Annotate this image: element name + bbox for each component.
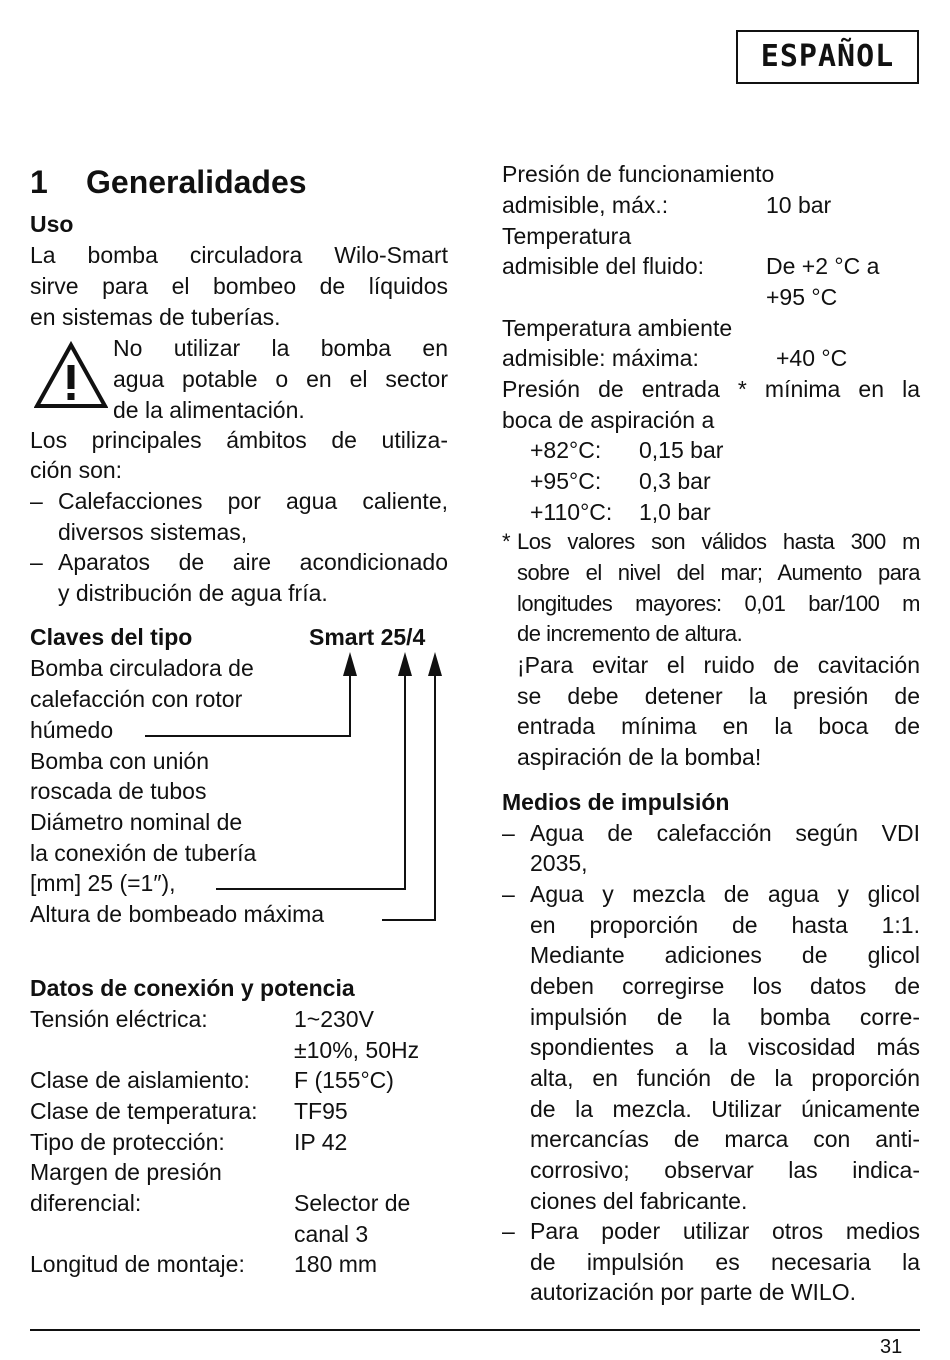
areas-intro: ción son:: [30, 457, 123, 483]
pressure-value: +40 °C: [776, 345, 848, 371]
conn-value: ±10%, 50Hz: [294, 1037, 420, 1063]
cavitation-line: ¡Para evitar el ruido de cavitación: [517, 652, 920, 678]
pressure-line: Presión de funcionamiento: [502, 161, 775, 187]
pressure-value: De +2 °C a: [766, 253, 880, 279]
bullet-line: y distribución de agua fría.: [58, 580, 328, 606]
page-number: 31: [880, 1336, 903, 1358]
media-line: deben corregirse los datos de: [530, 973, 920, 999]
uso-line: sirve para el bombeo de líquidos: [30, 273, 448, 299]
type-key-line: húmedo: [30, 717, 114, 743]
type-key-line: calefacción con rotor: [30, 686, 243, 712]
bullet-line: diversos sistemas,: [58, 519, 248, 545]
bullet-line: Calefacciones por agua caliente,: [58, 488, 448, 514]
type-key-line: Bomba circuladora de: [30, 655, 254, 681]
section-number: 1: [30, 164, 48, 200]
arrow-up-icon: [398, 652, 412, 676]
conn-label: Tipo de protección:: [30, 1129, 225, 1155]
pressure-label: admisible del fluido:: [502, 253, 705, 279]
media-line: de la mezcla. Utilizar únicamente: [530, 1096, 920, 1122]
conn-value: Selector de: [294, 1190, 411, 1216]
media-line: de impulsión es necesaria la: [530, 1249, 920, 1275]
type-key-line: Altura de bombeado máxima: [30, 901, 325, 927]
footnote-line: de incremento de altura.: [517, 621, 743, 646]
language-label: ESPAÑOL: [736, 30, 919, 84]
leader-line-head: [382, 672, 435, 920]
media-line: mercancías de marca con anti-: [530, 1126, 920, 1152]
cavitation-line: se debe detener la presión de: [517, 683, 920, 709]
leader-line-series: [145, 672, 350, 736]
pressure-label: admisible, máx.:: [502, 192, 669, 218]
inlet-value: 1,0 bar: [639, 499, 711, 525]
pressure-value: +95 °C: [766, 284, 838, 310]
bullet-dash: –: [502, 820, 515, 846]
conn-value: 180 mm: [294, 1251, 378, 1277]
inlet-temp: +95°C:: [530, 468, 602, 494]
type-key-line: Diámetro nominal de: [30, 809, 243, 835]
uso-line: La bomba circuladora Wilo-Smart: [30, 242, 448, 268]
inlet-value: 0,15 bar: [639, 437, 724, 463]
media-line: corrosivo; observar las indica-: [530, 1157, 920, 1183]
media-line: 2035,: [530, 850, 588, 876]
bullet-dash: –: [502, 1218, 515, 1244]
footer-rule: [30, 1329, 920, 1331]
media-line: spondientes a la viscosidad más: [530, 1034, 920, 1060]
type-keys-heading: Claves del tipo: [30, 624, 193, 650]
bullet-line: Aparatos de aire acondicionado: [58, 549, 448, 575]
leader-line-diameter: [216, 672, 405, 889]
conn-value: F (155°C): [294, 1067, 394, 1093]
media-line: en proporción de hasta 1:1.: [530, 912, 920, 938]
warning-line: No utilizar la bomba en: [113, 335, 448, 361]
pressure-line: Presión de entrada * mínima en la: [502, 376, 920, 402]
pressure-line: Temperatura: [502, 223, 632, 249]
pressure-value: 10 bar: [766, 192, 832, 218]
pressure-label: admisible: máxima:: [502, 345, 699, 371]
conn-label: Margen de presión: [30, 1159, 222, 1185]
footnote-line: sobre el nivel del mar; Aumento para: [517, 560, 920, 585]
uso-line: en sistemas de tuberías.: [30, 304, 281, 330]
media-line: Agua de calefacción según VDI: [530, 820, 920, 846]
media-heading: Medios de impulsión: [502, 789, 730, 815]
cavitation-line: aspiración de la bomba!: [517, 744, 762, 770]
media-line: impulsión de la bomba corre-: [530, 1004, 920, 1030]
media-line: Agua y mezcla de agua y glicol: [530, 881, 920, 907]
conn-label: Longitud de montaje:: [30, 1251, 245, 1277]
uso-heading: Uso: [30, 211, 74, 237]
inlet-temp: +82°C:: [530, 437, 602, 463]
pressure-line: boca de aspiración a: [502, 407, 715, 433]
type-key-line: Bomba con unión: [30, 748, 210, 774]
media-line: ciones del fabricante.: [530, 1188, 748, 1214]
type-key-line: roscada de tubos: [30, 778, 207, 804]
conn-label: Tensión eléctrica:: [30, 1006, 208, 1032]
inlet-temp: +110°C:: [530, 499, 613, 525]
media-line: Mediante adiciones de glicol: [530, 942, 920, 968]
conn-label: Clase de temperatura:: [30, 1098, 258, 1124]
pressure-line: Temperatura ambiente: [502, 315, 733, 341]
arrow-up-icon: [343, 652, 357, 676]
conn-label: Clase de aislamiento:: [30, 1067, 250, 1093]
areas-intro: Los principales ámbitos de utiliza-: [30, 427, 448, 453]
conn-value: canal 3: [294, 1221, 369, 1247]
conn-label: diferencial:: [30, 1190, 142, 1216]
footnote-mark: *: [502, 529, 511, 554]
footnote-line: longitudes mayores: 0,01 bar/100 m: [517, 591, 920, 616]
conn-value: IP 42: [294, 1129, 348, 1155]
type-key-line: la conexión de tubería: [30, 840, 257, 866]
connection-heading: Datos de conexión y potencia: [30, 975, 355, 1001]
conn-value: 1~230V: [294, 1006, 374, 1032]
type-key-line: [mm] 25 (=1″),: [30, 870, 176, 896]
media-line: Para poder utilizar otros medios: [530, 1218, 920, 1244]
media-line: autorización por parte de WILO.: [530, 1279, 856, 1305]
inlet-value: 0,3 bar: [639, 468, 711, 494]
type-keys-model: Smart 25/4: [309, 624, 426, 650]
conn-value: TF95: [294, 1098, 348, 1124]
cavitation-line: entrada mínima en la boca de: [517, 713, 920, 739]
section-title: Generalidades: [86, 164, 307, 200]
bullet-dash: –: [30, 549, 43, 575]
footnote-line: Los valores son válidos hasta 300 m: [517, 529, 920, 554]
arrow-up-icon: [428, 652, 442, 676]
bullet-dash: –: [502, 881, 515, 907]
media-line: alta, en función de la proporción: [530, 1065, 920, 1091]
warning-line: agua potable o en el sector: [113, 366, 448, 392]
warning-line: de la alimentación.: [113, 397, 305, 423]
bullet-dash: –: [30, 488, 43, 514]
